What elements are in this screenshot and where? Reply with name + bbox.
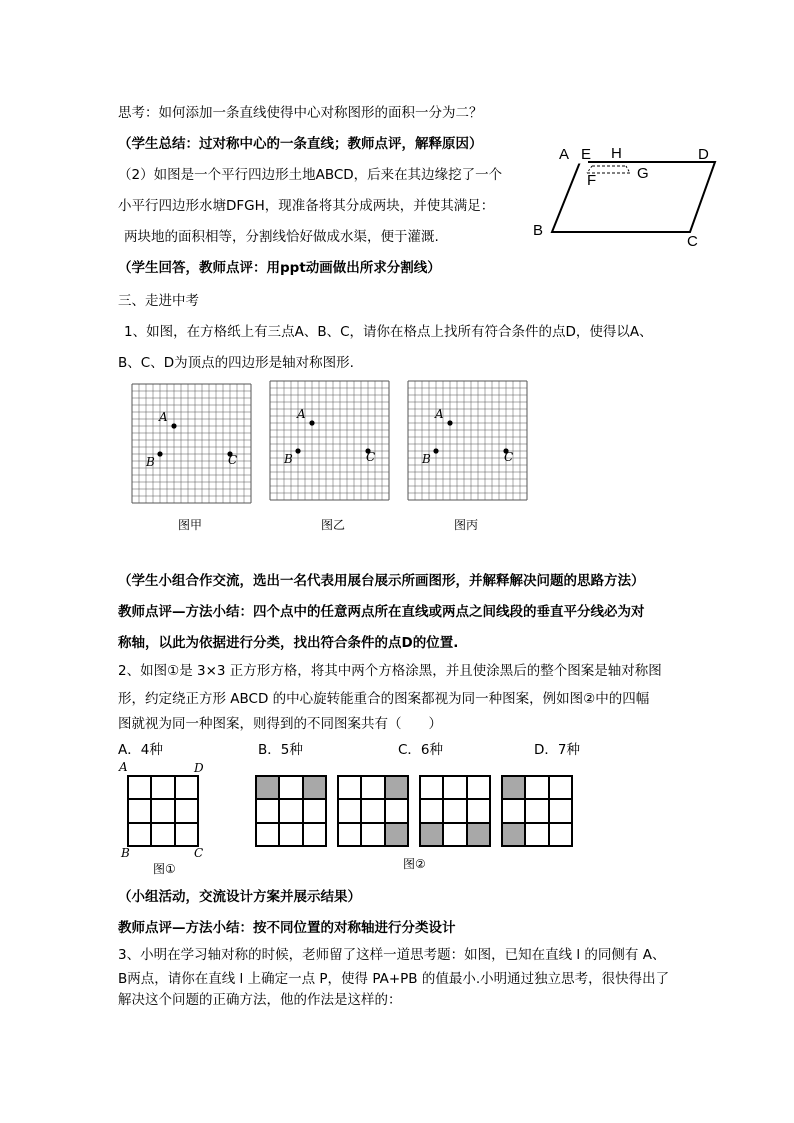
text-think-question: 思考：如何添加一条直线使得中心对称图形的面积一分为二？ [118,105,483,121]
figure1-label-B: B [121,846,130,860]
text-group-exchange: （学生小组合作交流，选出一名代表用展台展示所画图形，并解释解决问题的思路方法） [118,573,645,589]
option-d: D．7种 [534,742,580,758]
grid-figure-jia [130,382,255,510]
text-group-activity: （小组活动，交流设计方案并展示结果） [118,889,361,905]
text-exam-q3-line1: 3、小明在学习轴对称的时候，老师留了这样一道思考题：如图，已知在直线 l 的同侧有 A、 [118,947,666,963]
caption-jia: 图甲 [178,518,203,532]
option-c: C．6种 [398,742,444,758]
grid2-label-B: B [284,452,293,466]
text-teacher-summary-2: 教师点评—方法小结：按不同位置的对称轴进行分类设计 [118,920,456,936]
label-H: H [611,145,622,162]
point-B [295,448,300,453]
text-student-summary: （学生总结：过对称中心的一条直线；教师点评，解释原因） [118,136,483,152]
text-student-answer: （学生回答，教师点评：用ppt动画做出所求分割线） [118,260,441,276]
parallelogram-shape [552,162,715,232]
point-A [309,420,314,425]
point-B [433,448,438,453]
text-exam-q1-line1: 1、如图，在方格纸上有三点A、B、C，请你在格点上找所有符合条件的点D，使得以A、 [124,324,653,340]
grid-figure-bing [406,379,531,507]
figure1-label-C: C [194,846,204,860]
text-exam-q2-line2: 形，约定绕正方形 ABCD 的中心旋转能重合的图案都视为同一种图案，例如图②中的四幅 [118,691,650,707]
text-teacher-summary-1b: 称轴，以此为依据进行分类，找出符合条件的点D的位置. [118,635,459,651]
label-C-parallelogram: C [687,233,698,250]
figure2-pattern-1 [255,775,327,847]
text-exam-q2-line1: 2、如图①是 3×3 正方形方格，将其中两个方格涂黑，并且使涂黑后的整个图案是轴对称图 [118,663,662,679]
grid1-label-B: B [146,455,155,469]
label-G: G [637,165,649,182]
text-exam-q2-line3: 图就视为同一种图案，则得到的不同图案共有（ ） [118,716,442,732]
grid-figure-yi [268,379,393,507]
figure2-pattern-3 [419,775,491,847]
figure2-pattern-2 [337,775,409,847]
point-A [447,420,452,425]
option-a: A．4种 [118,742,163,758]
small-parallelogram-pond [578,162,630,173]
figure1-grid [127,775,199,847]
figure2-pattern-4 [501,775,573,847]
grid1-label-A: A [159,410,168,424]
point-B [157,451,162,456]
grid3-label-C: C [504,450,514,464]
text-problem-2-line1: （2）如图是一个平行四边形土地ABCD，后来在其边缘挖了一个 [118,167,503,183]
label-D-parallelogram: D [698,146,709,163]
figure1-label-A: A [119,760,128,774]
label-A-parallelogram: A [559,146,570,163]
text-exam-q1-line2: B、C、D为顶点的四边形是轴对称图形. [118,355,354,371]
figure1-label-D: D [194,761,204,775]
caption-bing: 图丙 [454,518,479,532]
grid2-label-C: C [366,450,376,464]
grid3-label-B: B [422,452,431,466]
figure2-caption: 图② [403,857,426,871]
text-problem-2-line2: 小平行四边形水塘DFGH，现准备将其分成两块，并使其满足： [118,198,495,214]
text-exam-q3-line3: 解决这个问题的正确方法，他的作法是这样的： [118,992,402,1008]
label-E: E [581,146,592,163]
label-F: F [587,172,597,189]
figure1-caption: 图① [153,862,176,876]
caption-yi: 图乙 [321,518,346,532]
option-b: B．5种 [258,742,303,758]
grid3-label-A: A [435,407,444,421]
label-B-parallelogram: B [533,222,544,239]
grid2-label-A: A [297,407,306,421]
point-A [171,423,176,428]
text-exam-q3-line2: B两点，请你在直线 l 上确定一点 P，使得 PA+PB 的值最小.小明通过独立思考，很快得出了 [118,971,670,987]
text-teacher-summary-1a: 教师点评—方法小结：四个点中的任意两点所在直线或两点之间线段的垂直平分线必为对 [118,604,645,620]
text-problem-2-line3: 两块地的面积相等，分割线恰好做成水渠，便于灌溉. [124,229,439,245]
section-heading-exam: 三、走进中考 [118,293,199,309]
grid1-label-C: C [228,453,238,467]
